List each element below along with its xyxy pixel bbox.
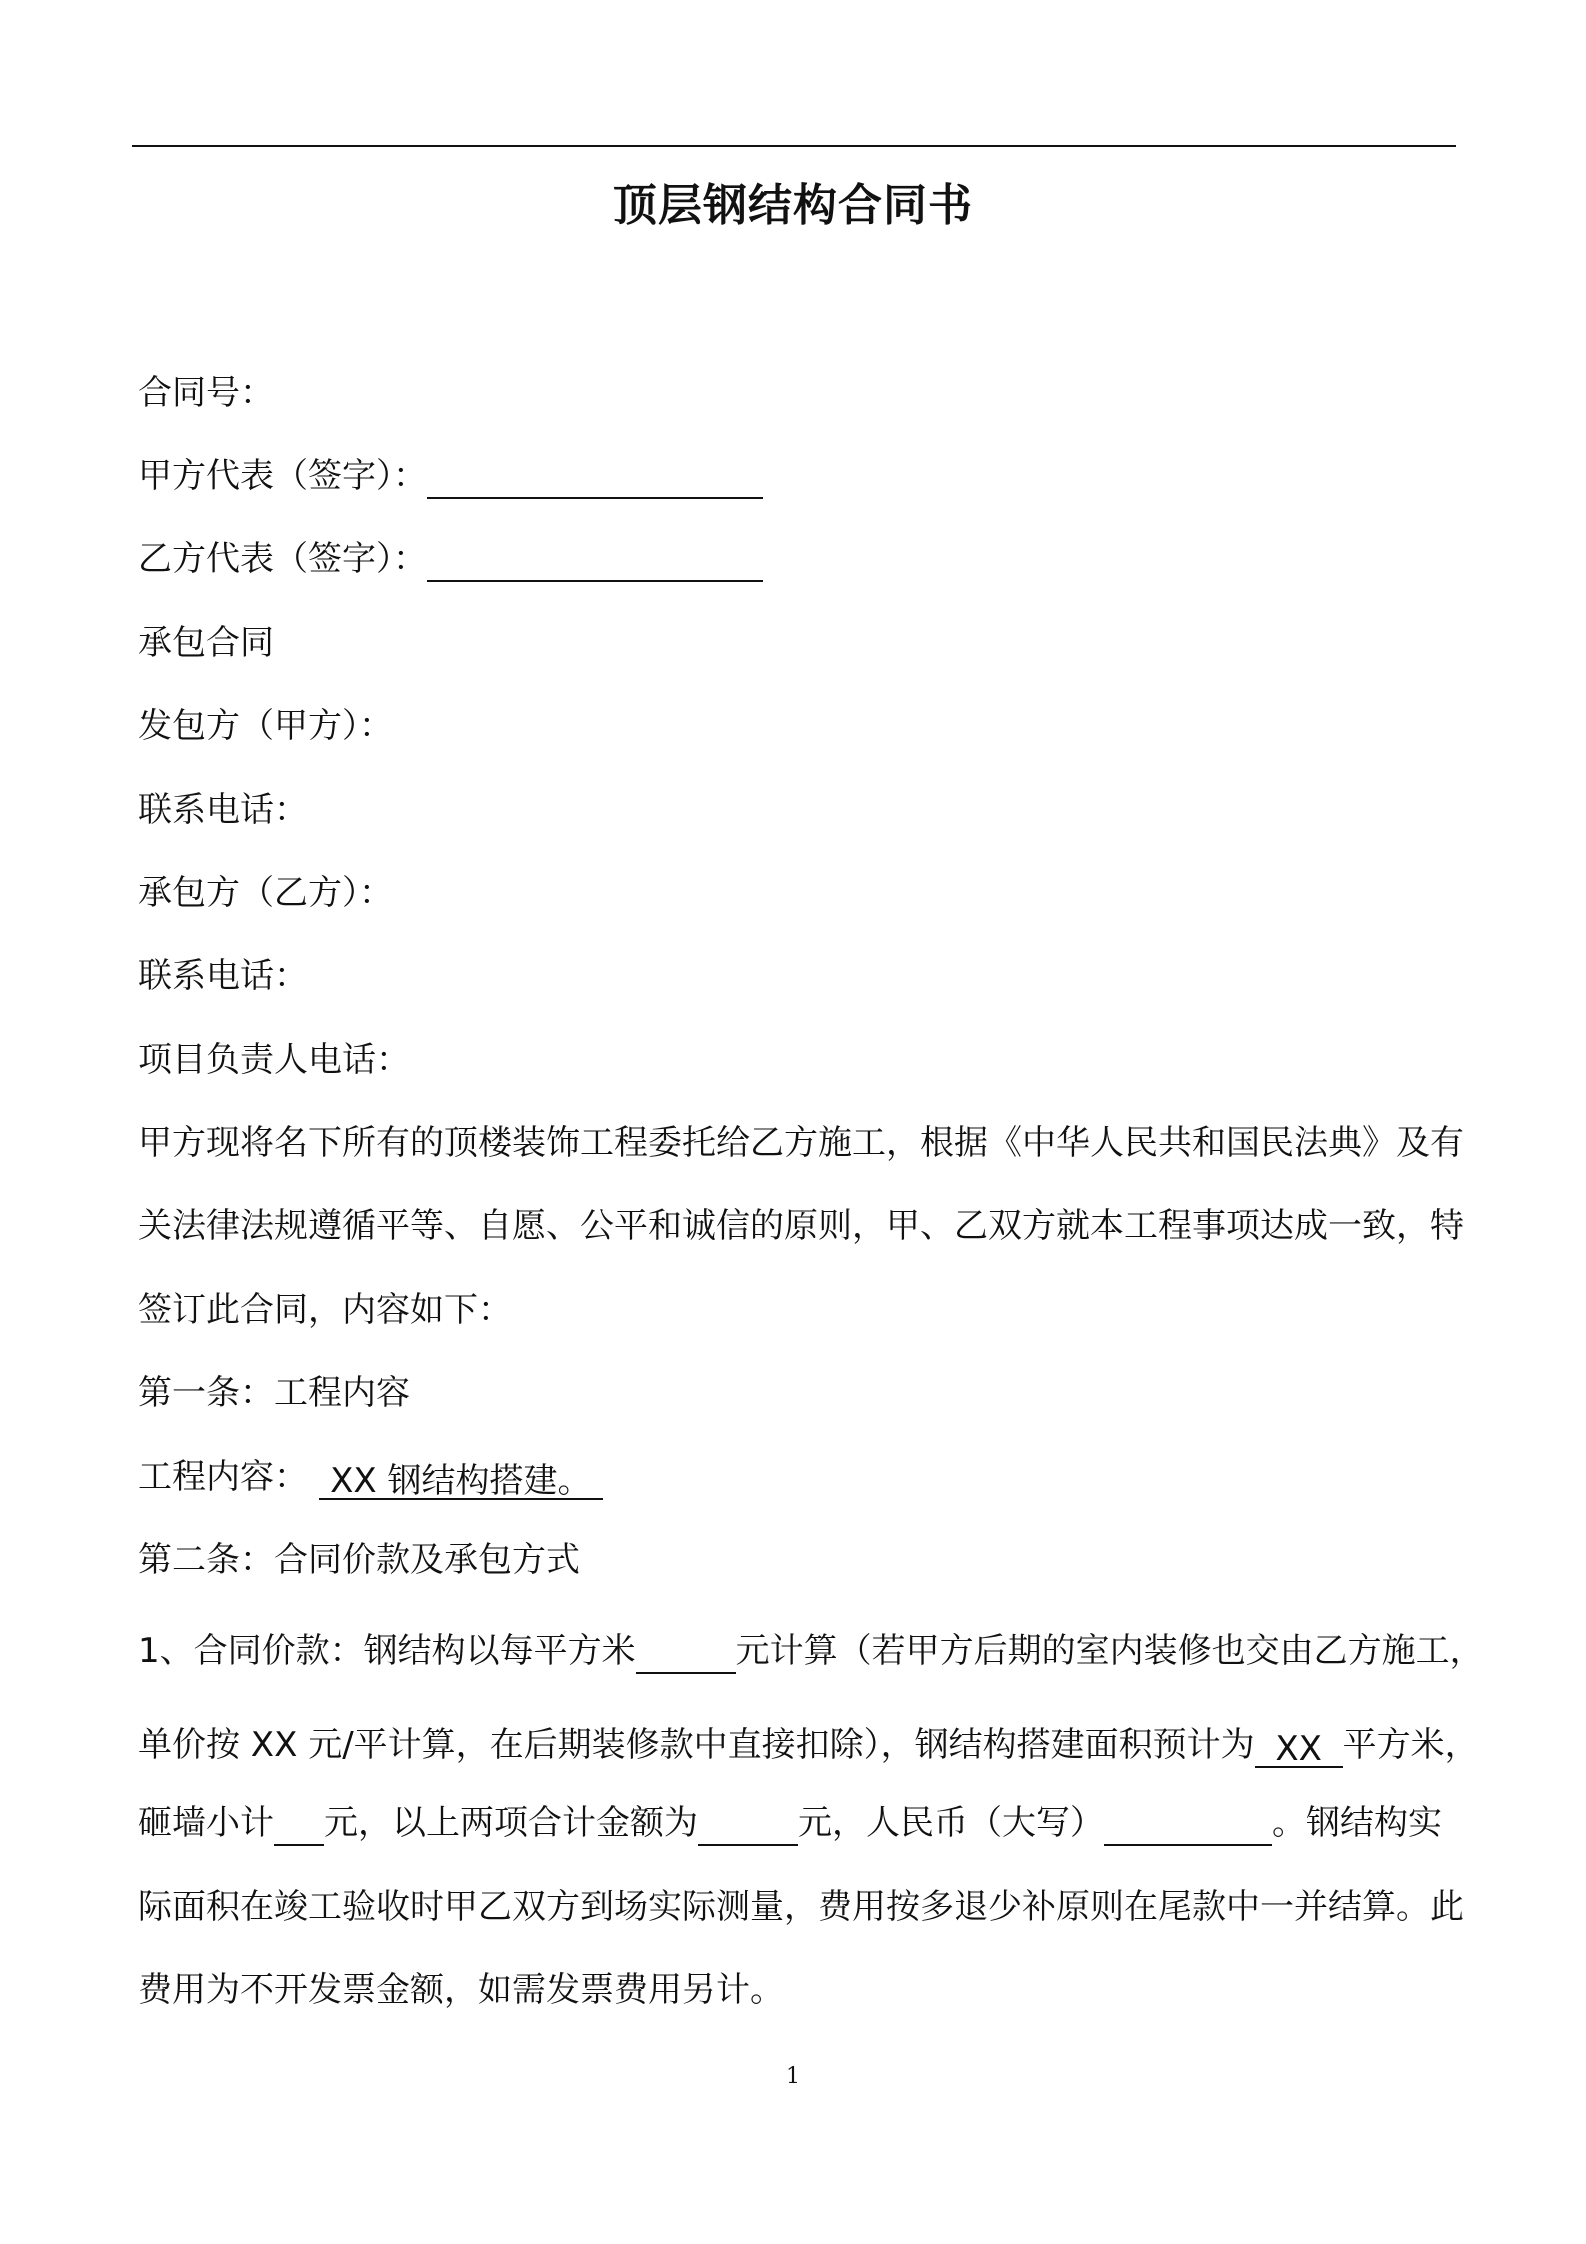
pm-phone-label: 项目负责人电话： bbox=[138, 1040, 410, 1080]
employer-phone-line bbox=[138, 787, 1458, 833]
intro-line-2: 关法律法规遵循平等、自愿、公平和诚信的原则，甲、乙双方就本工程事项达成一致，特 bbox=[138, 1206, 1464, 1246]
project-content-field bbox=[319, 1458, 603, 1500]
party-a-signature-blank bbox=[427, 457, 763, 499]
price-line-4: 际面积在竣工验收时甲乙双方到场实际测量，费用按多退少补原则在尾款中一并结算。此 bbox=[138, 1887, 1464, 1927]
section-heading bbox=[138, 620, 1458, 666]
total-amount-blank bbox=[698, 1804, 798, 1846]
page-number: 1 bbox=[786, 2064, 800, 2089]
price-line-3b: 元，以上两项合计金额为 bbox=[324, 1803, 698, 1843]
price-line-1a: 1、合同价款：钢结构以每平方米 bbox=[138, 1631, 636, 1671]
section-heading-text: 承包合同 bbox=[138, 623, 274, 663]
contractor-label: 承包方（乙方）： bbox=[138, 873, 393, 913]
project-content-label: 工程内容： bbox=[138, 1457, 308, 1497]
party-b-rep-label: 乙方代表（签字）： bbox=[138, 539, 427, 579]
price-line-2 bbox=[138, 1722, 1479, 1769]
party-b-rep-line bbox=[138, 536, 1458, 582]
article-1-heading: 第一条：工程内容 bbox=[138, 1373, 410, 1413]
contract-number-line bbox=[138, 370, 1458, 416]
party-b-signature-blank bbox=[427, 540, 763, 582]
contractor-phone-line bbox=[138, 953, 1458, 999]
party-a-rep-line bbox=[138, 453, 1458, 499]
price-line-1b: 元计算（若甲方后期的室内装修也交由乙方施工， bbox=[735, 1631, 1484, 1671]
price-line-2a: 单价按 XX 元/平计算，在后期装修款中直接扣除），钢结构搭建面积预计为 bbox=[138, 1725, 1255, 1765]
intro-line-1: 甲方现将名下所有的顶楼装饰工程委托给乙方施工，根据《中华人民共和国民法典》及有 bbox=[138, 1123, 1464, 1163]
contractor-phone-label: 联系电话： bbox=[138, 956, 308, 996]
rmb-capital-blank bbox=[1104, 1804, 1272, 1846]
document-title: 顶层钢结构合同书 bbox=[613, 180, 973, 231]
pm-phone-line bbox=[138, 1037, 1458, 1083]
price-line-3c: 元，人民币（大写） bbox=[798, 1803, 1104, 1843]
wall-subtotal-blank bbox=[274, 1804, 324, 1846]
contractor-line bbox=[138, 870, 1458, 916]
article-2-heading: 第二条：合同价款及承包方式 bbox=[138, 1540, 580, 1580]
area-field bbox=[1255, 1726, 1343, 1768]
intro-line-3: 签订此合同，内容如下： bbox=[138, 1290, 512, 1330]
price-line-3a: 砸墙小计 bbox=[138, 1803, 274, 1843]
price-line-2b: 平方米， bbox=[1342, 1725, 1479, 1765]
top-rule bbox=[132, 145, 1456, 147]
price-line-3d: 。钢结构实 bbox=[1272, 1803, 1442, 1843]
unit-price-blank bbox=[636, 1632, 736, 1674]
employer-label: 发包方（甲方）： bbox=[138, 706, 393, 746]
party-a-rep-label: 甲方代表（签字）： bbox=[138, 456, 427, 496]
price-line-5: 费用为不开发票金额，如需发票费用另计。 bbox=[138, 1970, 784, 2010]
project-content-line bbox=[138, 1454, 1458, 1500]
contract-number-label: 合同号： bbox=[138, 373, 274, 413]
project-content-value: XX 钢结构搭建。 bbox=[330, 1461, 592, 1501]
employer-phone-label: 联系电话： bbox=[138, 790, 308, 830]
employer-line bbox=[138, 703, 1458, 749]
price-line-3 bbox=[138, 1800, 1458, 1846]
area-value: XX bbox=[1275, 1729, 1322, 1769]
price-line-1 bbox=[138, 1628, 1484, 1674]
